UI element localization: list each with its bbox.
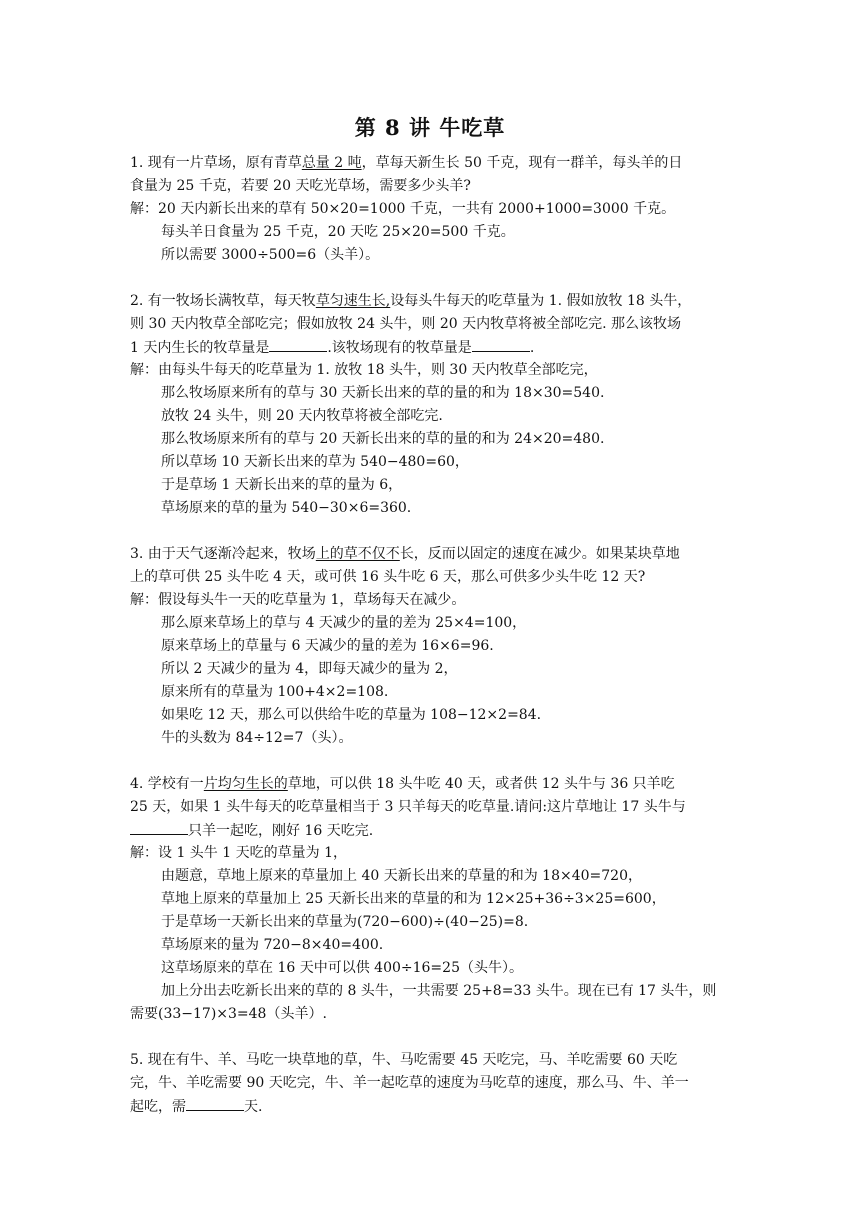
text-span: .该牧场现有的牧草量是 [327, 340, 472, 356]
solution-2-line-4: 那么牧场原来所有的草与 20 天新长出来的草的量的和为 24×20=480. [161, 431, 605, 447]
solution-3-line-3: 原来草场上的草量与 6 天减少的量的差为 16×6=96. [161, 638, 494, 654]
text-span: 草地，可以供 18 头牛吃 40 天，或者供 12 头牛与 36 只羊吃 [287, 776, 675, 792]
problem-5-line-2: 完，牛、羊吃需要 90 天吃完，牛、羊一起吃草的速度为马吃草的速度，那么马、牛、羊一 [130, 1075, 689, 1091]
problem-2-line-1 [130, 293, 691, 309]
solution-4-line-4: 于是草场一天新长出来的草量为(720−600)÷(40−25)=8. [161, 914, 529, 930]
solution-2-line-1: 解：由每头牛每天的吃草量为 1. 放牧 18 头牛，则 30 天内牧草全部吃完， [130, 362, 598, 378]
solution-2-line-5: 所以草场 10 天新长出来的草为 540−480=60， [161, 454, 469, 470]
problem-3-line-1 [130, 546, 680, 562]
text-span: ，草每天新生长 50 千克，现有一群羊，每头羊的日 [361, 155, 683, 171]
answer-blank [130, 822, 188, 835]
underlined-text: 上的草不仅不 [315, 546, 400, 562]
text-span: 3. 由于天气逐渐冷起来，牧场 [130, 546, 316, 562]
text-span: 设每头牛每天的吃草量为 1. 假如放牧 18 头牛， [390, 293, 692, 309]
solution-3-line-1: 解：假设每头牛一天的吃草量为 1，草场每天在减少。 [130, 592, 466, 608]
text-span: . [529, 340, 535, 356]
solution-1-line-3: 所以需要 3000÷500=6（头羊）。 [161, 247, 380, 263]
text-span: 1. 现有一片草场，原有青草 [130, 155, 302, 171]
solution-4-line-6: 这草场原来的草在 16 天中可以供 400÷16=25（头牛）。 [161, 960, 523, 976]
solution-3-line-7: 牛的头数为 84÷12=7（头）。 [161, 730, 353, 746]
problem-5-line-3 [130, 1098, 262, 1115]
solution-4-line-1: 解：设 1 头牛 1 天吃的草量为 1， [130, 845, 347, 861]
solution-2-line-2: 那么牧场原来所有的草与 30 天新长出来的草的量的和为 18×30=540. [161, 385, 605, 401]
problem-1-line-2: 食量为 25 千克，若要 20 天吃光草场，需要多少头羊? [130, 178, 471, 194]
text-span: 只羊一起吃，刚好 16 天吃完. [188, 823, 374, 839]
problem-2-line-3 [130, 339, 534, 356]
solution-2-line-6: 于是草场 1 天新长出来的草的量为 6， [161, 477, 403, 493]
underlined-text: 草匀速生长, [315, 293, 391, 309]
answer-blank [186, 1098, 244, 1111]
text-span: 天. [244, 1099, 263, 1115]
text-span: 起吃，需 [130, 1099, 186, 1115]
page-title: 第 8 讲 牛吃草 [354, 115, 506, 140]
text-span: 4. 学校有一 [130, 776, 204, 792]
solution-3-line-2: 那么原来草场上的草与 4 天减少的量的差为 25×4=100， [161, 615, 527, 631]
solution-4-line-7: 加上分出去吃新长出来的草的 8 头牛，一共需要 25+8=33 头牛。现在已有 17 头牛，则 [161, 983, 717, 999]
solution-2-line-3: 放牧 24 头牛，则 20 天内牧草将被全部吃完. [161, 408, 443, 424]
problem-5-line-1: 5. 现在有牛、羊、马吃一块草地的草，牛、马吃需要 45 天吃完，马、羊吃需要 60 天吃 [130, 1052, 678, 1068]
solution-4-line-3: 草地上原来的草量加上 25 天新长出来的草量的和为 12×25+36÷3×25=600， [161, 891, 666, 907]
problem-4-line-1 [130, 776, 675, 792]
answer-blank [269, 339, 327, 352]
solution-3-line-5: 原来所有的草量为 100+4×2=108. [161, 684, 389, 700]
solution-3-line-6: 如果吃 12 天，那么可以供给牛吃的草量为 108−12×2=84. [161, 707, 542, 723]
problem-3-line-2: 上的草可供 25 头牛吃 4 天，或可供 16 头牛吃 6 天，那么可供多少头牛吃 12 天? [130, 569, 646, 585]
solution-4-line-2: 由题意，草地上原来的草量加上 40 天新长出来的草量的和为 18×40=720， [161, 868, 642, 884]
problem-4-line-2: 25 天，如果 1 头牛每天的吃草量相当于 3 只羊每天的吃草量.请问:这片草地让 17 头牛与 [130, 799, 686, 815]
underlined-text: 片均匀生长的 [203, 776, 288, 792]
underlined-text: 总量 2 吨 [301, 155, 362, 171]
text-span: 1 天内生长的牧草量是 [130, 340, 270, 356]
answer-blank [472, 339, 530, 352]
problem-2-line-2: 则 30 天内牧草全部吃完；假如放牧 24 头牛，则 20 天内牧草将被全部吃完. 那么该牧场 [130, 316, 682, 332]
text-span: 2. 有一牧场长满牧草，每天牧 [130, 293, 316, 309]
problem-1-line-1 [130, 155, 682, 171]
problem-4-line-3 [130, 822, 373, 839]
solution-3-line-4: 所以 2 天减少的量为 4，即每天减少的量为 2， [161, 661, 458, 677]
solution-4-line-8: 需要(33−17)×3=48（头羊）. [130, 1006, 327, 1022]
solution-2-line-7: 草场原来的草的量为 540−30×6=360. [161, 500, 412, 516]
solution-1-line-1: 解：20 天内新长出来的草有 50×20=1000 千克，一共有 2000+1000=3000 千克。 [130, 201, 676, 217]
text-span: 长，反而以固定的速度在减少。如果某块草地 [399, 546, 680, 562]
solution-4-line-5: 草场原来的量为 720−8×40=400. [161, 937, 384, 953]
solution-1-line-2: 每头羊日食量为 25 千克，20 天吃 25×20=500 千克。 [161, 224, 515, 240]
